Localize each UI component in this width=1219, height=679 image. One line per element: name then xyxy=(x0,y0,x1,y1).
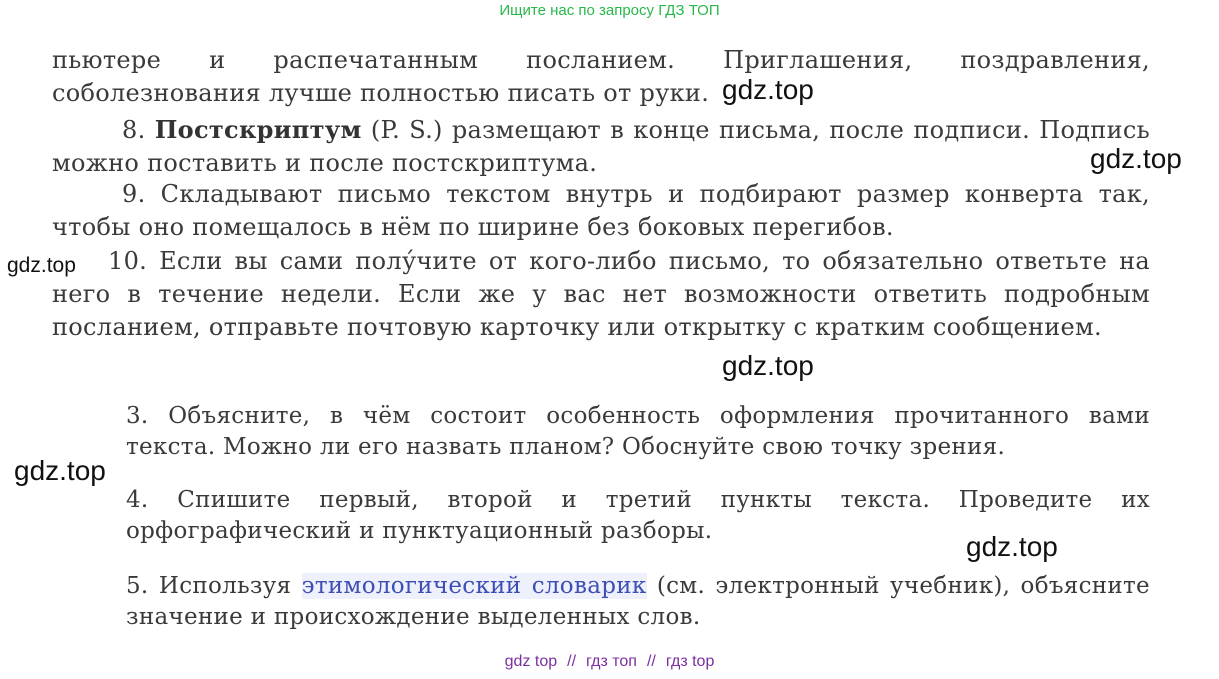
term-postscript: Постскриптум xyxy=(154,115,362,144)
etymology-dictionary-link[interactable]: этимологический словарик xyxy=(301,573,647,599)
watermark: gdz.top xyxy=(7,254,76,277)
footer-link-3[interactable]: гдз top xyxy=(665,653,715,670)
paragraph-9 xyxy=(52,178,1150,244)
footer-link-2[interactable]: гдз топ xyxy=(586,653,637,670)
footer-links xyxy=(0,653,1219,671)
watermark: gdz.top xyxy=(966,531,1058,562)
paragraph-9-text: 9. Складывают письмо текстом внутрь и подбирают размер конверта так, чтобы оно помещалось в нём по ширине без боковых перегибов. xyxy=(52,180,1150,241)
paragraph-intro: пьютере и распечатанным посланием. Приглашения, поздравления, соболезнования лучше полностью писать от руки. xyxy=(52,46,1150,107)
task-3: 3. Объясните, в чём состоит особенность оформления прочитанного вами текста. Можно ли его назвать планом? Обоснуйте свою точку зрения. xyxy=(126,403,1150,460)
watermark: gdz.top xyxy=(722,74,814,105)
footer-separator: // xyxy=(567,653,577,670)
watermark: gdz.top xyxy=(1090,143,1182,174)
watermark: gdz.top xyxy=(722,350,814,381)
task-5-suffix: (см. электронный учебник), объясните значение и происхождение выделенных слов. xyxy=(126,573,1150,630)
paragraph-8-number: 8. xyxy=(122,116,146,144)
watermark: gdz.top xyxy=(14,455,106,486)
task-5 xyxy=(126,571,1150,633)
paragraph-10-text: 10. Если вы сами полу́чите от кого-либо письмо, то обязательно ответьте на него в течение недели. Если же у вас нет возможности ответить подробным посланием, отправьте почтовую карточку или открытку с кратким сообщением. xyxy=(52,247,1150,341)
footer-separator: // xyxy=(646,653,656,670)
task-4: 4. Спишите первый, второй и третий пункты текста. Проведите их орфографический и пунктуационный разборы. xyxy=(126,487,1150,544)
paragraph-8-text: (P. S.) размещают в конце письма, после подписи. Подпись можно поставить и после постскриптума. xyxy=(52,116,1151,177)
search-banner: Ищите нас по запросу ГДЗ ТОП xyxy=(499,2,720,19)
paragraph-8 xyxy=(52,113,1150,180)
task-5-prefix: 5. Используя xyxy=(126,573,292,599)
footer-link-1[interactable]: gdz top xyxy=(504,653,558,670)
paragraph-10 xyxy=(52,245,1150,344)
